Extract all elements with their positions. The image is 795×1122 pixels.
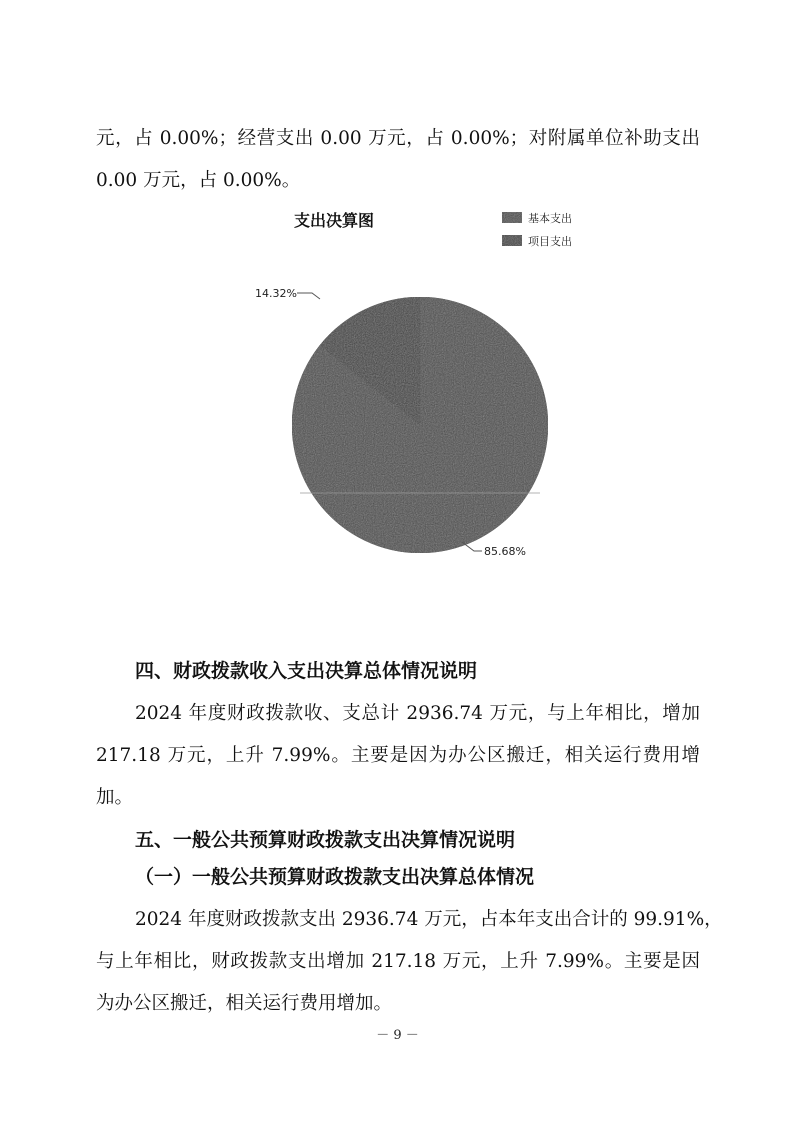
legend-label-basic: 基本支出 bbox=[528, 212, 572, 225]
legend-label-project: 项目支出 bbox=[528, 235, 572, 248]
pie-slices bbox=[292, 297, 548, 553]
page-number: － 9 － bbox=[376, 1028, 419, 1043]
paragraph-line: 0.00 万元，占 0.00%。 bbox=[96, 170, 301, 191]
section-5-subheading: （一）一般公共预算财政拨款支出决算总体情况 bbox=[135, 866, 535, 888]
paragraph-line: 元，占 0.00%；经营支出 0.00 万元，占 0.00%；对附属单位补助支出 bbox=[96, 128, 700, 149]
paragraph-line: 2024 年度财政拨款收、支总计 2936.74 万元，与上年相比，增加 bbox=[135, 703, 700, 724]
leader-line-project bbox=[297, 293, 320, 299]
slice-label-basic: 85.68% bbox=[484, 545, 526, 558]
paragraph-line: 217.18 万元，上升 7.99%。主要是因为办公区搬迁，相关运行费用增 bbox=[96, 745, 700, 766]
paragraph-line: 为办公区搬迁，相关运行费用增加。 bbox=[96, 993, 393, 1014]
section-4-heading: 四、财政拨款收入支出决算总体情况说明 bbox=[135, 660, 478, 682]
section-5-heading: 五、一般公共预算财政拨款支出决算情况说明 bbox=[135, 829, 516, 851]
legend-swatch-basic bbox=[502, 212, 522, 223]
paragraph-line: 加。 bbox=[96, 787, 134, 808]
chart-legend bbox=[502, 211, 572, 248]
expenditure-pie-chart bbox=[240, 200, 600, 570]
legend-swatch-project bbox=[502, 235, 522, 246]
paragraph-line: 2024 年度财政拨款支出 2936.74 万元，占本年支出合计的 99.91%， bbox=[135, 909, 723, 930]
slice-label-project: 14.32% bbox=[255, 287, 297, 300]
chart-title: 支出决算图 bbox=[293, 211, 375, 230]
paragraph-line: 与上年相比，财政拨款支出增加 217.18 万元，上升 7.99%。主要是因 bbox=[96, 951, 700, 972]
